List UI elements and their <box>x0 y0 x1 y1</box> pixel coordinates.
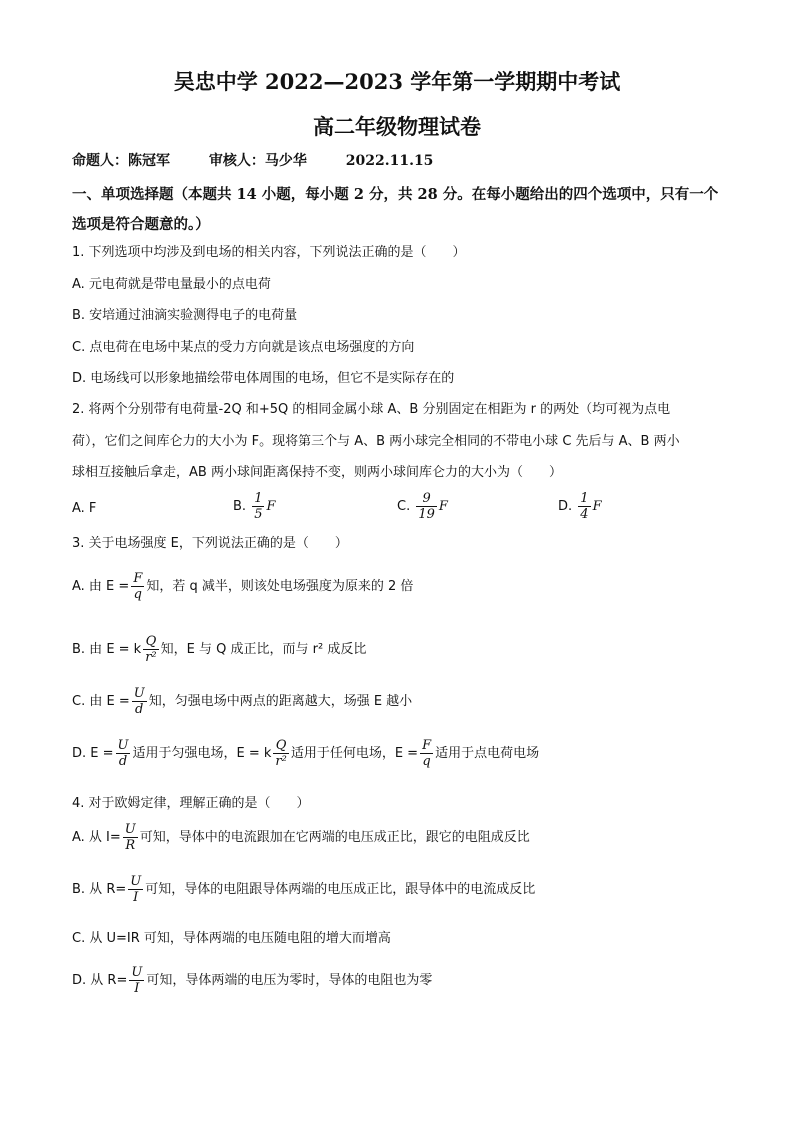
exam-title: 吴忠中学 2022—2023 学年第一学期期中考试 <box>173 69 621 94</box>
frac-den: 5 <box>254 507 263 522</box>
frac-den: q <box>422 754 431 769</box>
q4-option-b <box>72 874 535 905</box>
q3-d-fraction-2 <box>273 738 288 769</box>
q4-a-pre: A. 从 I= <box>72 830 121 845</box>
frac-num: U <box>131 965 143 980</box>
q4-stem: 4. 对于欧姆定律，理解正确的是（ ） <box>72 796 310 811</box>
q4-b-pre: B. 从 R= <box>72 882 127 897</box>
frac-den: I <box>133 890 139 905</box>
q4-option-d <box>72 965 432 996</box>
frac-den: r² <box>275 754 287 769</box>
q4-d-fraction <box>129 965 144 996</box>
q2-option-a: A. F <box>72 501 97 516</box>
q2-option-b-label: B. <box>233 499 247 514</box>
q2-option-b <box>233 491 276 522</box>
frac-num: Q <box>273 738 288 754</box>
exam-meta <box>72 150 467 170</box>
frac-num: F <box>422 738 432 753</box>
q3-option-d <box>72 738 539 769</box>
q1-option-b: B. 安培通过油滴实验测得电子的电荷量 <box>72 308 298 323</box>
q1-stem: 1. 下列选项中均涉及到电场的相关内容，下列说法正确的是（ ） <box>72 245 466 260</box>
frac-num: 9 <box>416 491 437 507</box>
frac-den: d <box>118 754 128 769</box>
frac-den: 4 <box>580 507 589 522</box>
frac-num: 1 <box>580 491 589 506</box>
q2-stem-line1: 2. 将两个分别带有电荷量-2Q 和+5Q 的相同金属小球 A、B 分别固定在相距为 r 的两处（均可视为点电 <box>72 402 671 417</box>
frac-den: 19 <box>418 507 435 522</box>
q3-option-c <box>72 686 412 717</box>
q3-d-mid2: 适用于任何电场，E = <box>290 746 419 761</box>
frac-den: R <box>125 838 136 853</box>
q3-a-post: 知，若 q 减半，则该处电场强度为原来的 2 倍 <box>146 579 414 594</box>
frac-den: q <box>133 587 142 602</box>
q3-option-b <box>72 634 366 665</box>
frac-num: U <box>124 822 136 837</box>
q3-c-fraction <box>132 686 147 717</box>
q2-option-d-fraction <box>578 491 590 522</box>
frac-num: F <box>133 571 143 586</box>
q2-option-d <box>558 491 602 522</box>
q2-stem-line2: 荷），它们之间库仑力的大小为 F。现将第三个与 A、B 两小球完全相同的不带电小球 C 先后与 A、B 两小 <box>72 434 680 449</box>
q3-c-post: 知，匀强电场中两点的距离越大，场强 E 越小 <box>148 694 413 709</box>
q1-option-a: A. 元电荷就是带电量最小的点电荷 <box>72 277 271 292</box>
q3-b-pre: B. 由 E = k <box>72 642 142 657</box>
q2-option-b-var: F <box>266 499 276 514</box>
q2-option-c-fraction <box>416 491 437 522</box>
q1-option-c: C. 点电荷在电场中某点的受力方向就是该点电场强度的方向 <box>72 340 415 355</box>
q3-d-mid1: 适用于匀强电场，E = k <box>132 746 272 761</box>
q2-stem-line3: 球相互接触后拿走，AB 两小球间距离保持不变，则两小球间库仑力的大小为（ ） <box>72 465 562 480</box>
q2-option-c <box>397 491 448 522</box>
exam-subtitle: 高二年级物理试卷 <box>313 114 481 139</box>
q3-b-fraction <box>143 634 158 665</box>
frac-den: d <box>135 702 144 717</box>
frac-num: U <box>133 686 145 701</box>
q4-option-a <box>72 822 530 853</box>
q3-a-fraction <box>131 571 144 602</box>
frac-den: I <box>134 981 140 996</box>
q2-option-d-label: D. <box>558 499 573 514</box>
q3-c-pre: C. 由 E = <box>72 694 130 709</box>
frac-num: U <box>117 738 129 753</box>
q4-a-post: 可知，导体中的电流跟加在它两端的电压成正比，跟它的电阻成反比 <box>139 830 530 845</box>
q3-a-pre: A. 由 E = <box>72 579 130 594</box>
q2-option-c-var: F <box>438 499 448 514</box>
author: 命题人：陈冠军 <box>72 153 170 169</box>
q3-d-fraction-3 <box>420 738 433 769</box>
frac-num: 1 <box>254 491 263 506</box>
q4-option-c: C. 从 U=IR 可知，导体两端的电压随电阻的增大而增高 <box>72 931 391 946</box>
q2-option-c-label: C. <box>397 499 411 514</box>
q2-option-b-fraction <box>252 491 264 522</box>
frac-num: Q <box>143 634 158 650</box>
q4-a-fraction <box>123 822 138 853</box>
q3-d-pre: D. E = <box>72 746 114 761</box>
q4-b-post: 可知，导体的电阻跟导体两端的电压成正比，跟导体中的电流成反比 <box>145 882 536 897</box>
q3-stem: 3. 关于电场强度 E，下列说法正确的是（ ） <box>72 536 348 551</box>
exam-date: 2022.11.15 <box>345 153 434 169</box>
q4-d-pre: D. 从 R= <box>72 973 128 988</box>
q3-d-post: 适用于点电荷电场 <box>435 746 540 761</box>
section-heading: 一、单项选择题（本题共 14 小题，每小题 2 分，共 28 分。在每小题给出的四个选项中，只有一个选项是符合题意的。） <box>72 186 719 233</box>
frac-num: U <box>130 874 142 889</box>
frac-den: r² <box>145 650 157 665</box>
q1-option-d: D. 电场线可以形象地描绘带电体周围的电场，但它不是实际存在的 <box>72 371 455 386</box>
q2-option-d-var: F <box>592 499 602 514</box>
q3-option-a <box>72 571 413 602</box>
q3-d-fraction-1 <box>116 738 131 769</box>
reviewer: 审核人：马少华 <box>208 153 307 169</box>
q4-b-fraction <box>128 874 143 905</box>
q3-b-post: 知，E 与 Q 成正比，而与 r² 成反比 <box>160 642 367 657</box>
q4-d-post: 可知，导体两端的电压为零时，导体的电阻也为零 <box>146 973 433 988</box>
